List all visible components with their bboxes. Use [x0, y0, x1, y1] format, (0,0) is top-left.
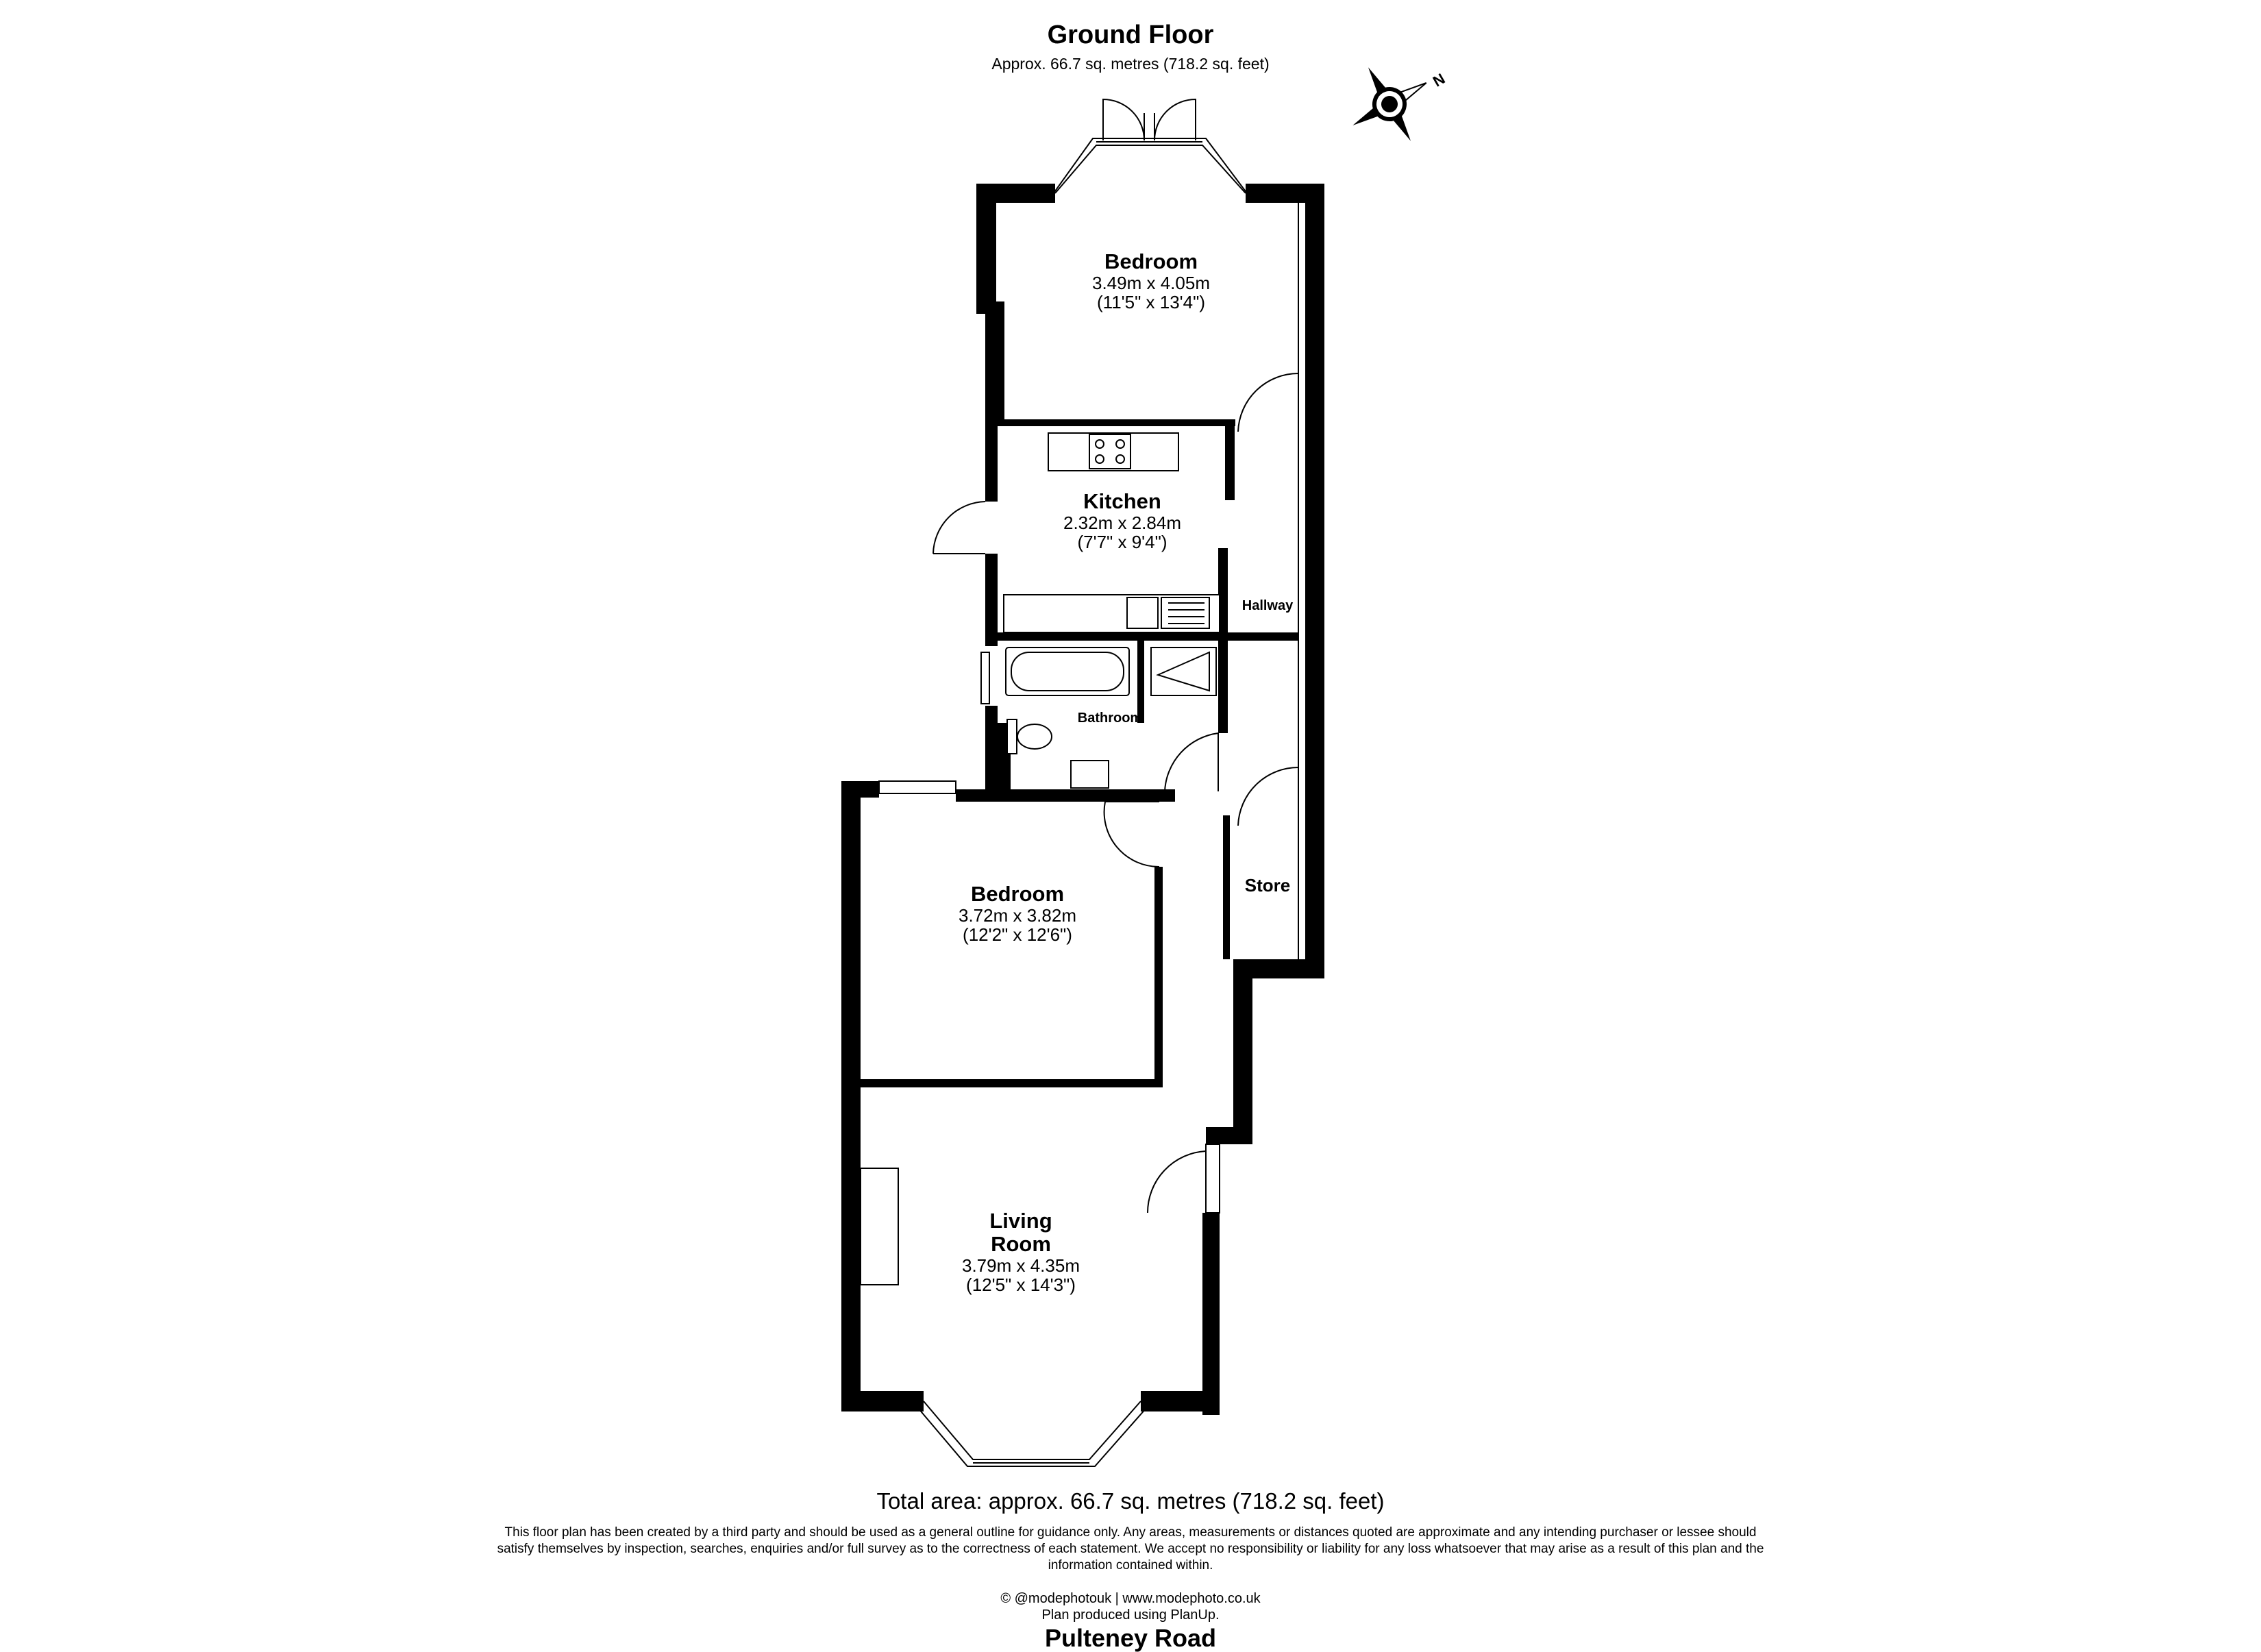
bedroom-2-label [908, 883, 1127, 944]
compass-icon [1331, 46, 1447, 162]
total-area: Total area: approx. 66.7 sq. metres (718.2 sq. feet) [876, 1488, 1385, 1514]
bedroom-2-name: Bedroom [970, 882, 1065, 906]
living-room-label [911, 1209, 1130, 1294]
living-room-name-1: Living [989, 1209, 1052, 1233]
store-label: Store [1244, 875, 1291, 896]
kitchen-imperial: (7'7" x 9'4") [1077, 532, 1167, 552]
bedroom-2-metric: 3.72m x 3.82m [959, 905, 1076, 926]
kitchen-label [1013, 490, 1232, 552]
disclaimer-line-2: satisfy themselves by inspection, searches, enquiries and/or full survey as to the correctness of each statement. We accept no responsibility or liability for any loss whatsoever that may arise as a result of this plan and the [497, 1542, 1764, 1556]
floor-area-subtitle: Approx. 66.7 sq. metres (718.2 sq. feet) [991, 55, 1270, 73]
hallway-label: Hallway [1241, 598, 1294, 613]
living-room-imperial: (12'5" x 14'3") [966, 1274, 1076, 1295]
credit-text: © @modephotouk | www.modephoto.co.uk [1000, 1591, 1261, 1606]
produced-by-text: Plan produced using PlanUp. [1041, 1607, 1220, 1623]
bedroom-1-metric: 3.49m x 4.05m [1092, 273, 1210, 293]
disclaimer-line-1: This floor plan has been created by a third party and should be used as a general outline for guidance only. Any areas, measurements or distances quoted are approximate and any intending purchaser or lessee should [504, 1525, 1757, 1540]
kitchen-metric: 2.32m x 2.84m [1063, 513, 1181, 533]
bedroom-1-imperial: (11'5" x 13'4") [1097, 292, 1205, 312]
bedroom-1-name: Bedroom [1104, 249, 1198, 273]
floor-title: Ground Floor [1047, 21, 1214, 49]
disclaimer-line-3: information contained within. [1048, 1558, 1213, 1573]
bathroom-label: Bathroom [1077, 711, 1143, 726]
living-room-metric: 3.79m x 4.35m [962, 1255, 1080, 1276]
property-name: Pulteney Road [1044, 1624, 1217, 1652]
kitchen-name: Kitchen [1083, 489, 1161, 513]
living-room-name-2: Room [991, 1232, 1051, 1256]
bedroom-1-label [1041, 250, 1261, 312]
compass-north-label: N [1430, 69, 1448, 90]
bedroom-2-imperial: (12'2" x 12'6") [963, 924, 1072, 945]
